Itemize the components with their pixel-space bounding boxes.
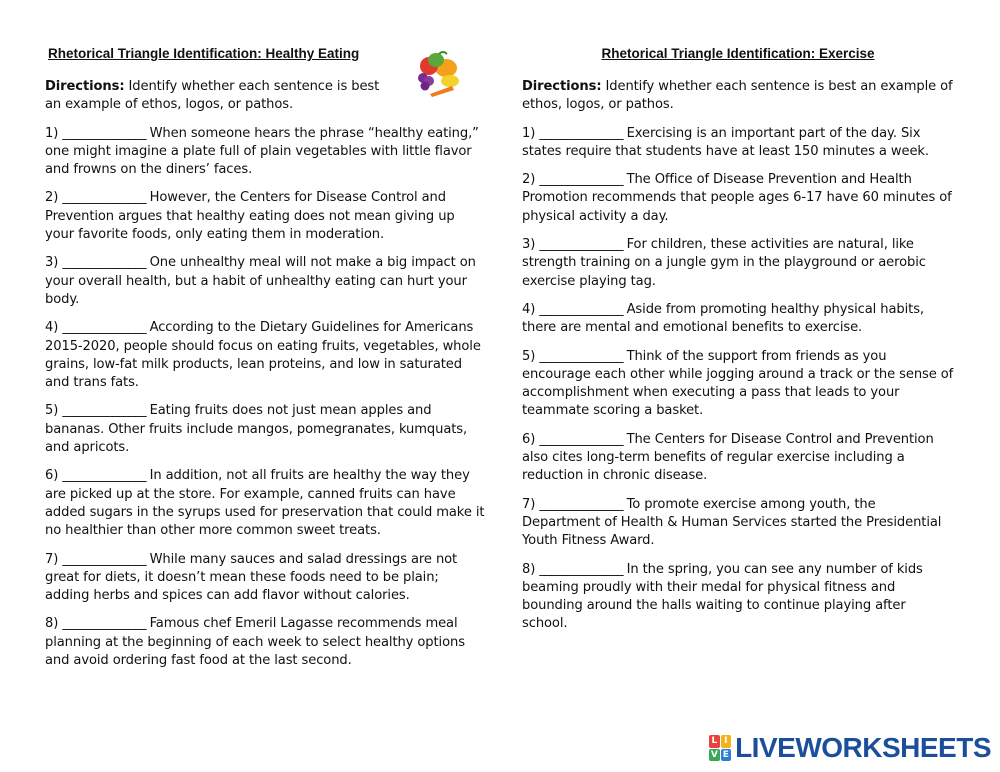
item-number: 4) (522, 301, 540, 317)
list-item (45, 615, 485, 670)
item-text: The Centers for Disease Control and Prevention also cites long-term benefits of regular exercise including a reduction in chronic disease. (522, 431, 934, 484)
item-number: 6) (45, 468, 63, 484)
item-number: 1) (522, 125, 540, 141)
list-item (45, 467, 485, 540)
answer-blank[interactable]: _______________ (62, 255, 146, 271)
answer-blank[interactable]: _______________ (62, 468, 146, 484)
answer-blank[interactable]: _______________ (539, 301, 623, 317)
list-item (522, 561, 954, 634)
item-text: Exercising is an important part of the day. Six states require that students have at least 150 minutes a week. (522, 125, 929, 159)
item-number: 2) (522, 172, 540, 188)
right-directions-text: Identify whether each sentence is best an example of ethos, logos, or pathos. (522, 79, 953, 113)
list-item (522, 236, 954, 291)
item-number: 8) (522, 561, 540, 577)
list-item (45, 189, 485, 244)
item-text: Eating fruits does not just mean apples and bananas. Other fruits include mangos, pomegranates, kumquats, and apricots. (45, 403, 468, 456)
item-text: To promote exercise among youth, the Department of Health & Human Services started the Presidential Youth Fitness Award. (522, 496, 942, 549)
list-item (522, 348, 954, 421)
list-item (522, 431, 954, 486)
answer-blank[interactable]: _______________ (539, 496, 623, 512)
list-item (522, 496, 954, 551)
item-text: The Office of Disease Prevention and Health Promotion recommends that people ages 6-17 have 60 minutes of physical activity a day. (522, 172, 952, 224)
left-directions (45, 78, 385, 115)
liveworksheets-logo[interactable] (709, 734, 991, 762)
liveworksheets-logo-text: LIVEWORKSHEETS (735, 732, 991, 763)
list-item (45, 402, 485, 457)
right-title: Rhetorical Triangle Identification: Exercise (601, 46, 875, 61)
list-item (522, 171, 954, 226)
list-item (522, 125, 954, 162)
logo-mark-letter: V (710, 749, 718, 760)
answer-blank[interactable]: _______________ (539, 237, 623, 253)
list-item (45, 125, 485, 180)
right-question-list (522, 125, 954, 634)
list-item (45, 254, 485, 309)
item-text: For children, these activities are natural, like strength training on a jungle gym in the playground or aerobic exercise playing tag. (522, 237, 926, 289)
item-text: While many sauces and salad dressings are not great for diets, it doesn’t mean these foods need to be plain; adding herbs and spices can add flavor without calories. (45, 551, 458, 604)
fruit-basket-icon (412, 50, 464, 100)
logo-mark-letter: L (709, 735, 720, 748)
item-number: 3) (522, 237, 540, 253)
item-text: Famous chef Emeril Lagasse recommends meal planning at the beginning of each week to select healthy options and avoid ordering fast food at the last second. (45, 616, 465, 669)
item-number: 7) (45, 551, 63, 567)
left-title: Rhetorical Triangle Identification: Healthy Eating (48, 46, 360, 61)
list-item (522, 301, 954, 338)
left-worksheet (45, 44, 485, 680)
answer-blank[interactable]: _______________ (62, 125, 146, 141)
list-item (45, 319, 485, 392)
logo-mark-letter: I (721, 735, 732, 748)
item-number: 5) (522, 348, 540, 364)
left-question-list (45, 125, 485, 671)
item-text: According to the Dietary Guidelines for Americans 2015-2020, people should focus on eating fruits, vegetables, whole grains, low-fat milk products, lean proteins, and low in saturated and trans fats. (45, 320, 481, 391)
answer-blank[interactable]: _______________ (539, 172, 623, 188)
answer-blank[interactable]: _______________ (62, 616, 146, 632)
liveworksheets-logo-icon (709, 735, 731, 761)
answer-blank[interactable]: _______________ (62, 403, 146, 419)
item-number: 6) (522, 431, 540, 447)
right-directions-label: Directions: (522, 79, 602, 94)
right-worksheet (522, 44, 954, 644)
item-text: When someone hears the phrase “healthy eating,” one might imagine a plate full of plain vegetables with little flavor and frowns on the diners’ faces. (45, 125, 479, 178)
item-text: In the spring, you can see any number of kids beaming proudly with their medal for physical fitness and bounding around the halls waiting to continue playing after school. (522, 561, 923, 632)
item-number: 2) (45, 190, 63, 206)
fruit-basket-icon (412, 50, 464, 100)
left-directions-text: Identify whether each sentence is best an example of ethos, logos, or pathos. (45, 79, 380, 113)
answer-blank[interactable]: _______________ (539, 348, 623, 364)
answer-blank[interactable]: _______________ (539, 431, 623, 447)
answer-blank[interactable]: _______________ (539, 125, 623, 141)
answer-blank[interactable]: _______________ (62, 320, 146, 336)
right-directions (522, 78, 954, 115)
item-number: 1) (45, 125, 63, 141)
item-number: 3) (45, 255, 63, 271)
left-directions-label: Directions: (45, 79, 125, 94)
item-number: 8) (45, 616, 63, 632)
item-number: 7) (522, 496, 540, 512)
item-text: However, the Centers for Disease Control and Prevention argues that healthy eating does not mean giving up your favorite foods, only eating them in moderation. (45, 190, 455, 243)
item-text: One unhealthy meal will not make a big impact on your overall health, but a habit of unhealthy eating can hurt your body. (45, 255, 476, 307)
answer-blank[interactable]: _______________ (62, 551, 146, 567)
item-text: In addition, not all fruits are healthy the way they are picked up at the store. For example, canned fruits can have added sugars in the syrups used for preservation that could make it no healthier than other more common sweet treats. (45, 468, 485, 539)
logo-mark-letter: E (721, 749, 732, 762)
list-item (45, 551, 485, 606)
answer-blank[interactable]: _______________ (62, 190, 146, 206)
item-text: Aside from promoting healthy physical habits, there are mental and emotional benefits to exercise. (522, 301, 924, 336)
item-text: Think of the support from friends as you encourage each other while jogging around a track or the sense of accomplishment when executing a pass that leads to your teammate scoring a basket. (522, 348, 954, 419)
answer-blank[interactable]: _______________ (539, 561, 623, 577)
item-number: 4) (45, 320, 63, 336)
item-number: 5) (45, 403, 63, 419)
